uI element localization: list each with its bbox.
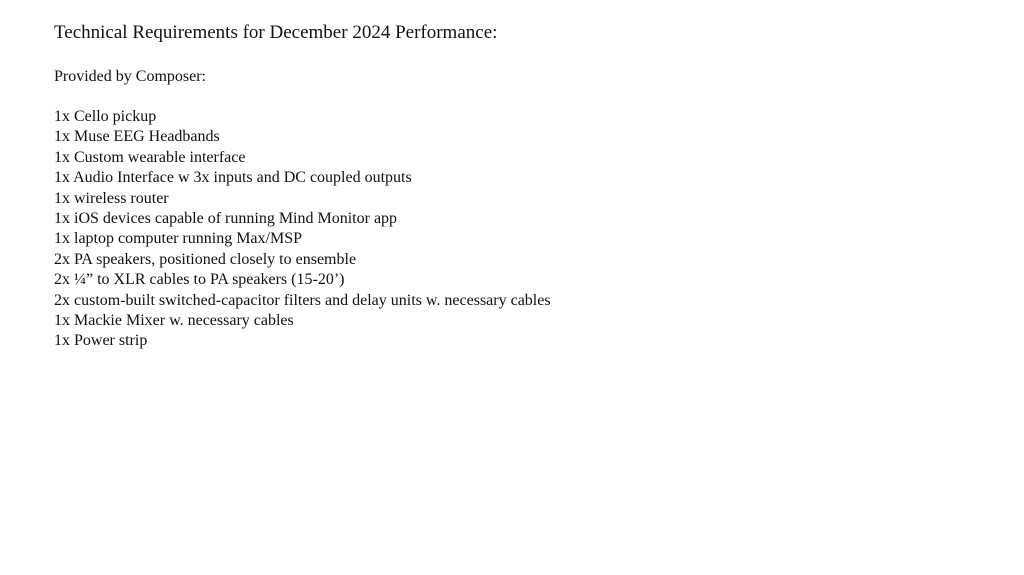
list-item: 1x Muse EEG Headbands [54, 128, 220, 146]
list-item: 1x laptop computer running Max/MSP [54, 230, 302, 248]
list-item: 2x ¼” to XLR cables to PA speakers (15-20’) [54, 271, 345, 289]
list-item: 1x Mackie Mixer w. necessary cables [54, 312, 294, 330]
document-page [54, 20, 994, 352]
list-item: 1x wireless router [54, 189, 169, 207]
list-item: 1x iOS devices capable of running Mind Monitor app [54, 210, 398, 228]
list-item: 1x Power strip [54, 332, 148, 350]
section-heading: Provided by Composer: [54, 68, 206, 85]
document-title: Technical Requirements for December 2024 Performance: [54, 22, 498, 43]
list-item: 2x custom-built switched-capacitor filters and delay units w. necessary cables [54, 291, 551, 309]
list-item: 1x Custom wearable interface [54, 148, 246, 166]
list-item: 1x Audio Interface w 3x inputs and DC coupled outputs [54, 169, 412, 187]
list-item: 1x Cello pickup [54, 108, 157, 125]
requirements-list [54, 107, 994, 352]
list-item: 2x PA speakers, positioned closely to ensemble [54, 250, 357, 268]
